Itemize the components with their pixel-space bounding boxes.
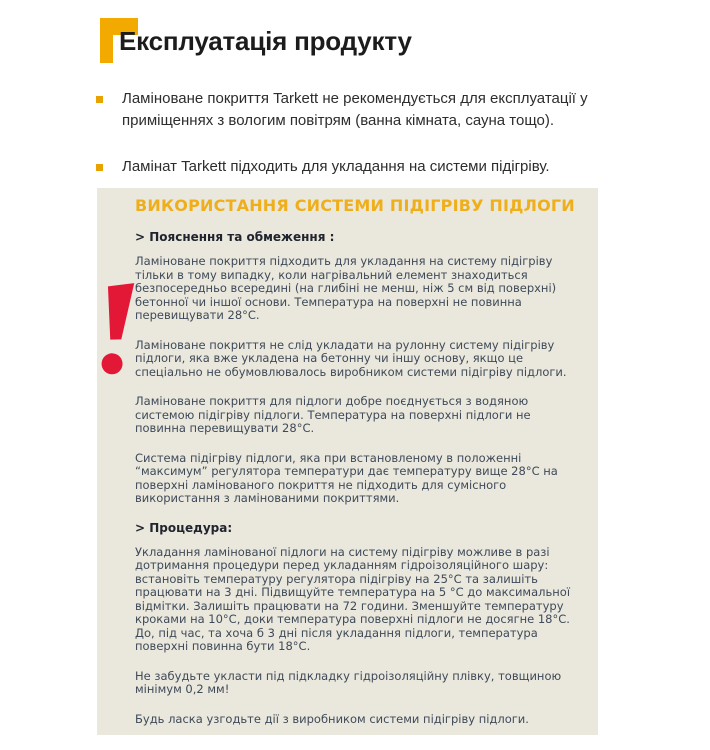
bullet-text: Ламіноване покриття Tarkett не рекомендується для експлуатації у приміщеннях з вологим повітрям (ванна кімната, сауна тощо). <box>122 90 588 129</box>
bullet-square-icon <box>96 164 103 171</box>
panel-heading: ВИКОРИСТАННЯ СИСТЕМИ ПІДІГРІВУ ПІДЛОГИ <box>135 196 575 215</box>
page-title: Експлуатація продукту <box>119 26 412 56</box>
paragraph: Ламіноване покриття підходить для укладання на систему підігріву тільки в тому випадку, коли нагрівальний елемент знаходиться безпосередньо всередині (на глибіні не менш, ніж 5 см від поверхні) бетонної чи іншої основи. Температура на поверхні не повинна перевищувати 28°С. <box>135 254 557 322</box>
bullet-square-icon <box>96 96 103 103</box>
paragraph: Система підігріву підлоги, яка при встановленому в положенні “максимум” регулятора температури дає температуру вище 28°С на поверхні ламінованого покриття не підходить для сумісного використання з ламінованими покриттями. <box>135 450 558 505</box>
paragraph: Ламіноване покриття не слід укладати на рулонну систему підігріву підлоги, яка вже укладена на бетонну чи іншу основу, якщо це спеціально не обумовлювалось виробником системи підігріву підлоги. <box>135 337 567 379</box>
section-title-explanations: > Пояснення та обмеження : <box>135 230 335 244</box>
bullet-text: Ламінат Tarkett підходить для укладання на системи підігріву. <box>122 158 550 175</box>
exclamation-icon <box>97 281 135 377</box>
corner-accent-vertical-bar <box>100 18 113 63</box>
paragraph: Будь ласка узгодьте дії з виробником системи підігріву підлоги. <box>135 711 529 726</box>
paragraph: Укладання ламінованої підлоги на систему підігріву можливе в разі дотримання процедури перед укладанням гідроізоляційного шару: встановіть температуру регулятора підігріву на 25°С та залишіть працювати на 3 дні. Підвищуйте температура на 5 °С до максимальної відмітки. Залишіть працювати на 72 години. Зменшуйте температуру кроками на 10°С, доки температура поверхні підлоги не досягне 18°С. До, під час, та хоча б 3 дні після укладання підлоги, температура поверхні повинна бути 18°С. <box>135 544 571 653</box>
section-title-procedure: > Процедура: <box>135 520 233 535</box>
list-item <box>96 156 608 178</box>
paragraph: Ламіноване покриття для підлоги добре поєднується з водяною системою підігріву підлоги. Температура на поверхні підлоги не повинна перевищувати 28°С. <box>135 394 531 435</box>
info-panel <box>97 188 598 735</box>
list-item <box>96 88 608 132</box>
paragraph: Не забудьте укласти під підкладку гідроізоляційну плівку, товщиною мінімум 0,2 мм! <box>135 668 562 696</box>
